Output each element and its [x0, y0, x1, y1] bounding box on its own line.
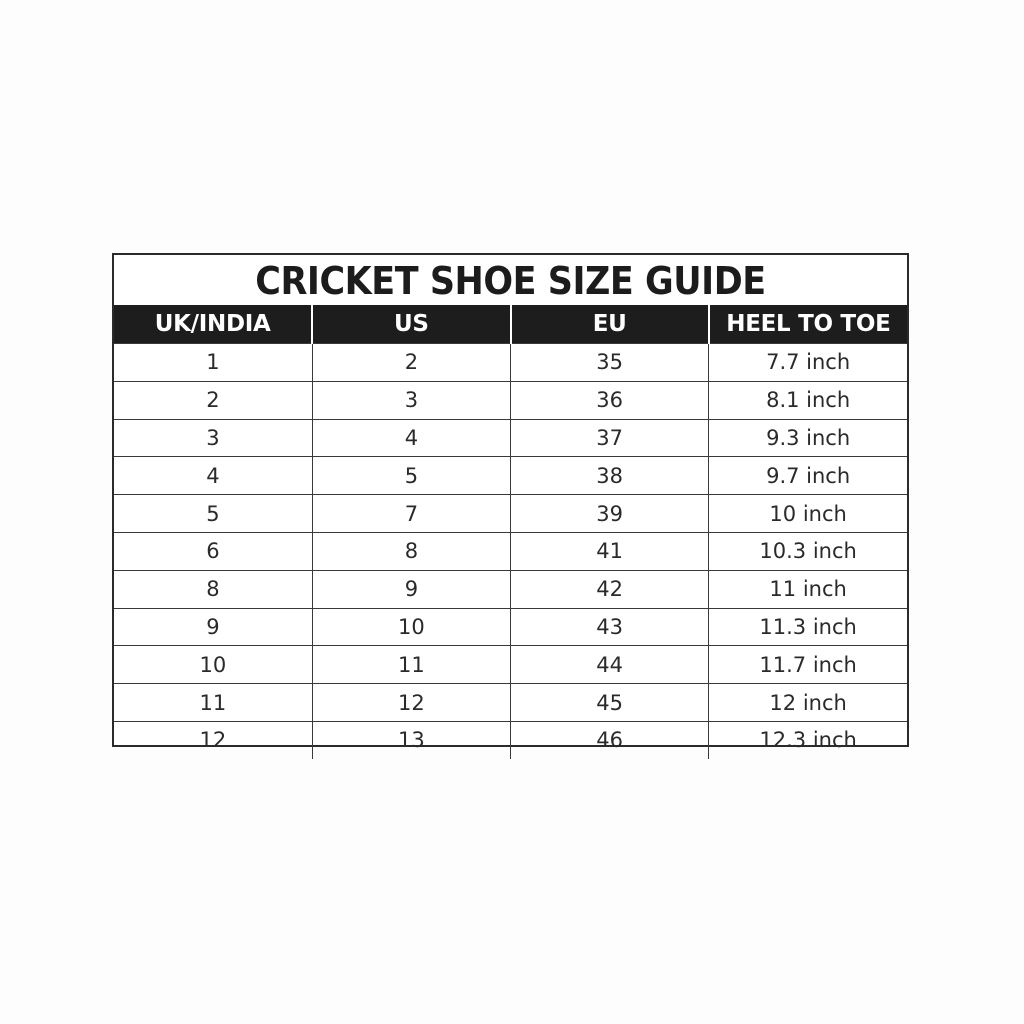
column-header-us: US — [312, 305, 510, 344]
cell-us: 9 — [312, 570, 510, 608]
cell-heel-to-toe: 11 inch — [709, 570, 907, 608]
cell-us: 13 — [312, 721, 510, 758]
cell-eu: 46 — [511, 721, 709, 758]
cell-us: 7 — [312, 495, 510, 533]
cell-uk-india: 3 — [114, 419, 312, 457]
cell-heel-to-toe: 12 inch — [709, 684, 907, 722]
cell-us: 10 — [312, 608, 510, 646]
cell-uk-india: 11 — [114, 684, 312, 722]
table-row — [114, 419, 907, 457]
cell-eu: 43 — [511, 608, 709, 646]
cell-uk-india: 10 — [114, 646, 312, 684]
size-guide-card — [112, 253, 909, 753]
cell-heel-to-toe: 7.7 inch — [709, 344, 907, 382]
cell-us: 8 — [312, 532, 510, 570]
cell-heel-to-toe: 12.3 inch — [709, 721, 907, 758]
cell-eu: 38 — [511, 457, 709, 495]
cell-heel-to-toe: 10 inch — [709, 495, 907, 533]
cell-eu: 37 — [511, 419, 709, 457]
column-header-eu: EU — [511, 305, 709, 344]
cell-uk-india: 5 — [114, 495, 312, 533]
cell-us: 12 — [312, 684, 510, 722]
cell-uk-india: 12 — [114, 721, 312, 758]
cell-eu: 39 — [511, 495, 709, 533]
cell-heel-to-toe: 11.3 inch — [709, 608, 907, 646]
cell-us: 4 — [312, 419, 510, 457]
cell-eu: 41 — [511, 532, 709, 570]
table-row — [114, 684, 907, 722]
cell-eu: 44 — [511, 646, 709, 684]
table-row — [114, 381, 907, 419]
cell-uk-india: 8 — [114, 570, 312, 608]
table-row — [114, 608, 907, 646]
cell-heel-to-toe: 9.7 inch — [709, 457, 907, 495]
cell-uk-india: 2 — [114, 381, 312, 419]
cell-heel-to-toe: 8.1 inch — [709, 381, 907, 419]
column-header-uk-india: UK/INDIA — [114, 305, 312, 344]
table-row — [114, 457, 907, 495]
cell-us: 5 — [312, 457, 510, 495]
cell-eu: 45 — [511, 684, 709, 722]
guide-title: CRICKET SHOE SIZE GUIDE — [255, 259, 766, 303]
cell-uk-india: 9 — [114, 608, 312, 646]
column-header-heel-to-toe: HEEL TO TOE — [709, 305, 907, 344]
cell-heel-to-toe: 11.7 inch — [709, 646, 907, 684]
cell-eu: 42 — [511, 570, 709, 608]
header-row — [114, 305, 907, 344]
cell-uk-india: 6 — [114, 532, 312, 570]
cell-eu: 35 — [511, 344, 709, 382]
table-row — [114, 532, 907, 570]
table-row — [114, 570, 907, 608]
table-row — [114, 646, 907, 684]
table-row — [114, 495, 907, 533]
cell-us: 3 — [312, 381, 510, 419]
cell-us: 11 — [312, 646, 510, 684]
cell-heel-to-toe: 9.3 inch — [709, 419, 907, 457]
cell-eu: 36 — [511, 381, 709, 419]
cell-heel-to-toe: 10.3 inch — [709, 532, 907, 570]
cell-uk-india: 4 — [114, 457, 312, 495]
size-table — [114, 305, 907, 759]
cell-us: 2 — [312, 344, 510, 382]
table-row — [114, 344, 907, 382]
cell-uk-india: 1 — [114, 344, 312, 382]
table-row — [114, 721, 907, 758]
